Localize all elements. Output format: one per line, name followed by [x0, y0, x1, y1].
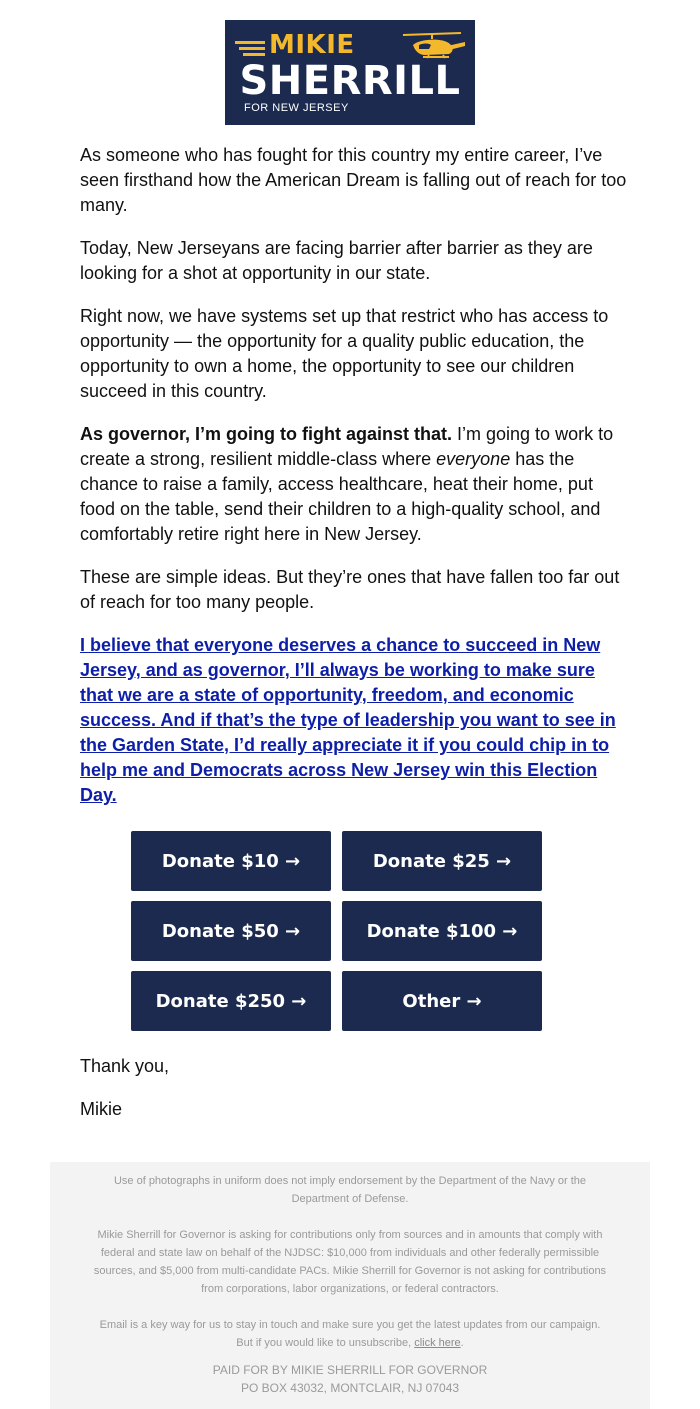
donate-50-button[interactable]: Donate $50 → [131, 901, 331, 961]
unsubscribe-link[interactable]: click here [414, 1337, 461, 1349]
logo-top-row [225, 29, 475, 59]
uniform-disclaimer: Use of photographs in uniform does not imply endorsement by the Department of the Navy or the Department of Defense. [113, 1175, 587, 1205]
paragraph-2: Today, New Jerseyans are facing barrier after barrier as they are looking for a shot at opportunity in our state. [80, 238, 593, 283]
email-note-end: . [460, 1337, 464, 1349]
paragraph-5: These are simple ideas. But they’re ones that have fallen too far out of reach for too many people. [80, 567, 620, 612]
paragraph-1: As someone who has fought for this country my entire career, I’ve seen firsthand how the American Dream is falling out of reach for too many. [80, 145, 627, 215]
donate-100-button[interactable]: Donate $100 → [342, 901, 542, 961]
logo-stripes [235, 41, 265, 59]
signoff-thanks: Thank you, [80, 1056, 170, 1076]
contribution-disclaimer: Mikie Sherrill for Governor is asking for contributions only from sources and in amounts that comply with federal and state law on behalf of the NJDSC: $10,000 from individuals and other federally permissible sources, and $5,000 from multi-candidate PACs. Mikie Sherrill for Governor is not asking for contributions from corporations, labor organizations, or federal contractors. [93, 1229, 607, 1295]
paragraph-4 [80, 422, 630, 547]
logo-subtitle: FOR NEW JERSEY [244, 102, 349, 114]
paragraph-4-part-a: I’m going to work to create a strong, resilient middle-class where [80, 424, 614, 469]
campaign-logo[interactable] [225, 20, 475, 125]
signoff-name: Mikie [80, 1099, 123, 1119]
paragraph-4-emphasis: everyone [436, 449, 511, 469]
paragraph-3: Right now, we have systems set up that restrict who has access to opportunity — the opportunity for a quality public education, the opportunity to own a home, the opportunity to see our children succeed in this country. [80, 306, 609, 401]
email-note-text: Email is a key way for us to stay in touch and make sure you get the latest updates from our campaign. But if you would like to unsubscribe, [99, 1319, 601, 1349]
paragraph-4-part-b: has the chance to raise a family, access healthcare, heat their home, put food on the table, send their children to a high-quality school, and comfortably retire right here in New Jersey. [80, 449, 601, 544]
message-body [80, 143, 630, 826]
paid-for-line: PAID FOR BY MIKIE SHERRILL FOR GOVERNOR [212, 1363, 488, 1377]
email-footer [50, 1162, 650, 1409]
donate-250-button[interactable]: Donate $250 → [131, 971, 331, 1031]
mailing-address: PO BOX 43032, MONTCLAIR, NJ 07043 [240, 1381, 460, 1395]
email-note [90, 1316, 610, 1352]
paragraph-4-bold: As governor, I’m going to fight against that. [80, 424, 453, 444]
donate-25-button[interactable]: Donate $25 → [342, 831, 542, 891]
donate-10-button[interactable]: Donate $10 → [131, 831, 331, 891]
cta-paragraph [80, 633, 630, 808]
cta-donate-link[interactable]: I believe that everyone deserves a chance to succeed in New Jersey, and as governor, I’ll always be working to make sure that we are a state of opportunity, freedom, and economic success. And if that’s the type of leadership you want to see in the Garden State, I’d really appreciate it if you could chip in to help me and Democrats across New Jersey win this Election Day. [80, 635, 616, 805]
logo-last-name: SHERRILL [239, 58, 461, 104]
logo-first-name: MIKIE [269, 30, 355, 60]
donate-other-button[interactable]: Other → [342, 971, 542, 1031]
